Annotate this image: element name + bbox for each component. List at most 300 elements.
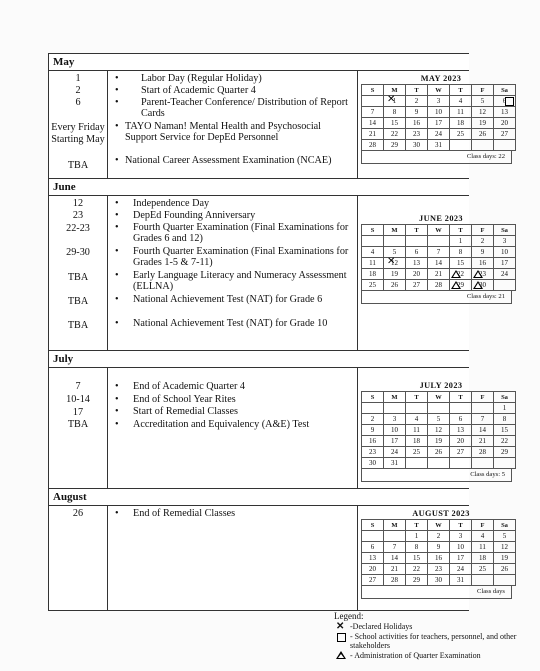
class-days-label: Class days: 21 xyxy=(361,291,512,304)
section-july xyxy=(49,368,508,489)
calendar-day-cell: 13 xyxy=(406,258,428,269)
calendar-week-row xyxy=(362,403,516,414)
calendar-week-row xyxy=(362,575,516,586)
weekday-label: M xyxy=(384,85,406,96)
calendar-day-cell: 28 xyxy=(472,447,494,458)
calendar-day-cell: 24 xyxy=(428,129,450,140)
calendar-day-cell: 25 xyxy=(450,129,472,140)
legend xyxy=(334,612,534,661)
calendar-day-cell: 2 xyxy=(428,531,450,542)
bullet: • xyxy=(115,121,119,132)
calendar-column xyxy=(357,368,508,488)
date-entry: 29-30 xyxy=(66,247,90,258)
date-entry: 12 xyxy=(72,198,84,209)
calendar-day-cell xyxy=(494,575,516,586)
calendar-day-cell: 15 xyxy=(494,425,516,436)
calendar-week-row xyxy=(362,458,516,469)
calendar-day-cell: 28 xyxy=(384,575,406,586)
calendar-column xyxy=(357,71,508,178)
event-text: Fourth Quarter Examination (Final Examinations for Grades 1-5 & 7-11) xyxy=(133,246,349,268)
calendar-day-cell: 8 xyxy=(494,414,516,425)
weekday-label: F xyxy=(472,392,494,403)
calendar-day-cell: 30 xyxy=(472,280,494,291)
calendar-day-cell: 19 xyxy=(428,436,450,447)
event-entry xyxy=(115,419,353,430)
event-entry xyxy=(115,210,353,221)
month-header-july: July xyxy=(49,351,469,368)
school-calendar-table xyxy=(48,53,508,611)
calendar-day-cell: 27 xyxy=(450,447,472,458)
event-text: Accreditation and Equivalency (A&E) Test xyxy=(133,419,310,430)
calendar-day-cell: 23 xyxy=(428,564,450,575)
class-days-label: Class days: 22 xyxy=(361,151,512,164)
calendar-day-cell: 29 xyxy=(450,280,472,291)
calendar-day-cell: 11 xyxy=(472,542,494,553)
calendar-week-row xyxy=(362,118,516,129)
calendar-day-cell: 30 xyxy=(428,575,450,586)
calendar-day-cell: 14 xyxy=(428,258,450,269)
weekday-label: T xyxy=(406,392,428,403)
calendar-day-cell: 2 xyxy=(406,96,428,107)
calendar-day-cell: 24 xyxy=(494,269,516,280)
bullet: • xyxy=(115,73,119,84)
bullet: • xyxy=(115,198,119,209)
events-column xyxy=(107,506,358,610)
calendar-day-cell: 17 xyxy=(494,258,516,269)
date-entry: Every Friday Starting May xyxy=(51,122,105,145)
weekday-label: S xyxy=(362,85,384,96)
event-entry xyxy=(115,85,353,96)
calendar-day-cell xyxy=(362,96,384,107)
month-header-may: May xyxy=(49,54,469,71)
calendar-day-cell: 3 xyxy=(384,414,406,425)
calendar-day-cell: 10 xyxy=(450,542,472,553)
bullet: • xyxy=(115,508,119,519)
calendar-day-cell: ✕ 1 xyxy=(384,96,406,107)
calendar-day-cell: 30 xyxy=(362,458,384,469)
date-entry: TBA xyxy=(67,320,89,331)
calendar-day-cell xyxy=(472,575,494,586)
calendar-day-cell: 11 xyxy=(450,107,472,118)
calendar-week-row xyxy=(362,447,516,458)
calendar-title: JULY 2023 xyxy=(419,381,463,390)
calendar-column xyxy=(357,506,508,610)
weekday-label: S xyxy=(362,225,384,236)
weekday-label: T xyxy=(406,225,428,236)
legend-row xyxy=(334,632,534,650)
event-entry xyxy=(115,294,353,305)
weekday-header-row xyxy=(362,225,516,236)
calendar-day-cell: 18 xyxy=(450,118,472,129)
event-entry xyxy=(115,406,353,417)
calendar-day-cell: 7 xyxy=(362,107,384,118)
calendar-week-row xyxy=(362,96,516,107)
event-entry xyxy=(115,97,353,119)
calendar-grid xyxy=(361,519,516,586)
calendar-day-cell: 18 xyxy=(406,436,428,447)
calendar-day-cell: 29 xyxy=(384,140,406,151)
legend-title: Legend: xyxy=(334,611,364,621)
weekday-label: F xyxy=(472,520,494,531)
calendar-week-row xyxy=(362,542,516,553)
calendar-week-row xyxy=(362,280,516,291)
weekday-label: M xyxy=(384,392,406,403)
calendar-day-cell: 10 xyxy=(428,107,450,118)
event-entry xyxy=(115,121,353,143)
calendar-day-cell: 26 xyxy=(428,447,450,458)
calendar-day-cell xyxy=(450,403,472,414)
calendar-week-row xyxy=(362,269,516,280)
calendar-day-cell xyxy=(494,280,516,291)
calendar-day-cell: 25 xyxy=(472,564,494,575)
calendar-day-cell: 23 xyxy=(472,269,494,280)
calendar-day-cell: 10 xyxy=(384,425,406,436)
event-entry xyxy=(115,246,353,268)
event-text: Independence Day xyxy=(133,198,210,209)
event-entry xyxy=(115,73,353,84)
calendar-day-cell: 20 xyxy=(406,269,428,280)
calendar-day-cell: 26 xyxy=(472,129,494,140)
calendar-day-cell: 18 xyxy=(362,269,384,280)
calendar-day-cell: 5 xyxy=(472,96,494,107)
calendar-day-cell: 5 xyxy=(428,414,450,425)
legend-row xyxy=(334,651,534,660)
calendar-day-cell: 17 xyxy=(450,553,472,564)
calendar-day-cell: 13 xyxy=(450,425,472,436)
calendar-day-cell: 15 xyxy=(450,258,472,269)
weekday-header-row xyxy=(362,392,516,403)
calendar-day-cell xyxy=(406,458,428,469)
weekday-label: W xyxy=(428,85,450,96)
calendar-day-cell: 23 xyxy=(406,129,428,140)
calendar-day-cell: 20 xyxy=(450,436,472,447)
calendar-day-cell: 30 xyxy=(406,140,428,151)
calendar-day-cell: 1 xyxy=(450,236,472,247)
calendar-day-cell: 21 xyxy=(362,129,384,140)
legend-row xyxy=(334,622,534,631)
bullet: • xyxy=(115,155,119,166)
calendar-grid xyxy=(361,224,516,291)
calendar-week-row xyxy=(362,258,516,269)
date-entry: 17 xyxy=(72,407,84,418)
calendar-week-row xyxy=(362,553,516,564)
calendar-day-cell: 8 xyxy=(384,107,406,118)
bullet: • xyxy=(115,381,119,392)
event-text: National Achievement Test (NAT) for Grade 10 xyxy=(133,318,328,329)
event-text: Labor Day (Regular Holiday) xyxy=(141,73,262,84)
calendar-day-cell: 31 xyxy=(450,575,472,586)
calendar-day-cell: 29 xyxy=(494,447,516,458)
calendar-day-cell: 19 xyxy=(494,553,516,564)
calendar-day-cell: 14 xyxy=(384,553,406,564)
square-icon xyxy=(337,633,346,642)
date-entry: TBA xyxy=(67,272,89,283)
calendar-day-cell: 7 xyxy=(384,542,406,553)
calendar-day-cell: 13 xyxy=(362,553,384,564)
calendar-day-cell: 20 xyxy=(494,118,516,129)
calendar-day-cell: 16 xyxy=(406,118,428,129)
bullet: • xyxy=(115,318,119,329)
legend-text: - School activities for teachers, personnel, and other stakeholders xyxy=(350,632,517,650)
calendar-week-row xyxy=(362,107,516,118)
calendar-day-cell: 11 xyxy=(406,425,428,436)
calendar-day-cell: 3 xyxy=(450,531,472,542)
calendar-day-cell: 28 xyxy=(428,280,450,291)
calendar-day-cell xyxy=(428,236,450,247)
weekday-label: W xyxy=(428,225,450,236)
bullet: • xyxy=(115,294,119,305)
weekday-label: T xyxy=(406,85,428,96)
date-entry: 7 xyxy=(75,381,81,392)
calendar-day-cell xyxy=(362,236,384,247)
event-text: DepEd Founding Anniversary xyxy=(133,210,256,221)
bullet: • xyxy=(115,419,119,430)
mini-calendar-june xyxy=(361,214,521,304)
calendar-day-cell: ✕ 12 xyxy=(384,258,406,269)
event-text: End of Academic Quarter 4 xyxy=(133,381,246,392)
weekday-label: T xyxy=(450,520,472,531)
calendar-day-cell: 17 xyxy=(428,118,450,129)
calendar-day-cell: 22 xyxy=(384,129,406,140)
dates-column xyxy=(49,71,108,178)
weekday-label: F xyxy=(472,225,494,236)
mini-calendar-july xyxy=(361,381,521,482)
weekday-label: F xyxy=(472,85,494,96)
weekday-label: T xyxy=(450,225,472,236)
calendar-day-cell: 15 xyxy=(384,118,406,129)
mini-calendar-may xyxy=(361,74,521,164)
section-may xyxy=(49,71,508,179)
bullet: • xyxy=(115,394,119,405)
event-entry xyxy=(115,270,353,292)
calendar-day-cell: 10 xyxy=(494,247,516,258)
calendar-day-cell: 31 xyxy=(428,140,450,151)
event-entry xyxy=(115,198,353,209)
weekday-label: Sa xyxy=(494,520,516,531)
section-june xyxy=(49,196,508,351)
calendar-day-cell: 5 xyxy=(494,531,516,542)
calendar-day-cell: 29 xyxy=(406,575,428,586)
calendar-day-cell: 13 xyxy=(494,107,516,118)
date-entry: 26 xyxy=(72,508,84,519)
weekday-label: S xyxy=(362,520,384,531)
calendar-day-cell xyxy=(428,403,450,414)
calendar-day-cell: 11 xyxy=(362,258,384,269)
calendar-day-cell: 22 xyxy=(494,436,516,447)
calendar-day-cell: 23 xyxy=(362,447,384,458)
calendar-day-cell: 21 xyxy=(384,564,406,575)
calendar-day-cell: 21 xyxy=(472,436,494,447)
calendar-day-cell: 7 xyxy=(472,414,494,425)
event-entry xyxy=(115,318,353,329)
events-column xyxy=(107,368,358,488)
triangle-icon xyxy=(336,651,346,660)
weekday-label: Sa xyxy=(494,392,516,403)
bullet: • xyxy=(115,270,119,281)
calendar-day-cell: 25 xyxy=(406,447,428,458)
calendar-week-row xyxy=(362,129,516,140)
calendar-day-cell: 3 xyxy=(428,96,450,107)
event-entry xyxy=(115,508,353,519)
calendar-day-cell: 9 xyxy=(428,542,450,553)
bullet: • xyxy=(115,97,119,108)
event-text: National Achievement Test (NAT) for Grade 6 xyxy=(133,294,323,305)
weekday-label: M xyxy=(384,225,406,236)
calendar-day-cell: 22 xyxy=(450,269,472,280)
date-entry: 1 xyxy=(75,73,81,84)
date-entry: 2 xyxy=(75,85,81,96)
calendar-day-cell: 20 xyxy=(362,564,384,575)
calendar-day-cell xyxy=(428,458,450,469)
calendar-day-cell: 16 xyxy=(362,436,384,447)
calendar-week-row xyxy=(362,564,516,575)
calendar-day-cell xyxy=(472,140,494,151)
class-days-label: Class days: 5 xyxy=(361,469,512,482)
calendar-day-cell: 12 xyxy=(428,425,450,436)
calendar-day-cell: 9 xyxy=(406,107,428,118)
calendar-day-cell: 22 xyxy=(406,564,428,575)
event-entry xyxy=(115,222,353,244)
calendar-day-cell xyxy=(450,458,472,469)
bullet: • xyxy=(115,210,119,221)
date-entry: TBA xyxy=(67,160,89,171)
event-entry xyxy=(115,394,353,405)
x-mark-icon xyxy=(336,622,346,631)
dates-column xyxy=(49,368,108,488)
class-days-label: Class days xyxy=(361,586,512,599)
calendar-title: AUGUST 2023 xyxy=(412,509,470,518)
calendar-day-cell xyxy=(384,236,406,247)
calendar-day-cell: 18 xyxy=(472,553,494,564)
date-entry: TBA xyxy=(67,296,89,307)
calendar-day-cell: 31 xyxy=(384,458,406,469)
calendar-grid xyxy=(361,84,516,151)
calendar-day-cell: 6 xyxy=(362,542,384,553)
weekday-label: T xyxy=(450,85,472,96)
date-entry: 23 xyxy=(72,210,84,221)
calendar-week-row xyxy=(362,425,516,436)
month-header-august: August xyxy=(49,489,469,506)
events-column xyxy=(107,196,358,350)
calendar-day-cell: 27 xyxy=(406,280,428,291)
calendar-day-cell: 6 xyxy=(406,247,428,258)
calendar-day-cell: 4 xyxy=(406,414,428,425)
bullet: • xyxy=(115,85,119,96)
weekday-label: Sa xyxy=(494,85,516,96)
calendar-day-cell: 4 xyxy=(362,247,384,258)
calendar-day-cell xyxy=(362,531,384,542)
event-text: National Career Assessment Examination (NCAE) xyxy=(125,155,332,166)
weekday-label: T xyxy=(406,520,428,531)
calendar-week-row xyxy=(362,414,516,425)
events-column xyxy=(107,71,358,178)
event-text: Start of Academic Quarter 4 xyxy=(141,85,256,96)
calendar-week-row xyxy=(362,236,516,247)
calendar-day-cell: 9 xyxy=(362,425,384,436)
calendar-day-cell: 15 xyxy=(406,553,428,564)
calendar-column xyxy=(357,196,508,350)
calendar-day-cell: 4 xyxy=(472,531,494,542)
calendar-day-cell: 14 xyxy=(472,425,494,436)
calendar-day-cell: 27 xyxy=(362,575,384,586)
month-header-june: June xyxy=(49,179,469,196)
date-entry: 6 xyxy=(75,97,81,108)
calendar-day-cell: 4 xyxy=(450,96,472,107)
calendar-day-cell: 1 xyxy=(406,531,428,542)
dates-column xyxy=(49,196,108,350)
calendar-day-cell: 3 xyxy=(494,236,516,247)
calendar-day-cell xyxy=(384,403,406,414)
calendar-day-cell xyxy=(494,458,516,469)
event-text: TAYO Naman! Mental Health and Psychosocial Support Service for DepEd Personnel xyxy=(125,121,322,143)
bullet: • xyxy=(115,222,119,233)
calendar-week-row xyxy=(362,436,516,447)
weekday-label: M xyxy=(384,520,406,531)
weekday-header-row xyxy=(362,520,516,531)
calendar-day-cell: 27 xyxy=(494,129,516,140)
weekday-label: Sa xyxy=(494,225,516,236)
calendar-day-cell xyxy=(362,403,384,414)
mini-calendar-august xyxy=(361,509,521,599)
event-entry xyxy=(115,155,353,166)
calendar-day-cell: 17 xyxy=(384,436,406,447)
calendar-day-cell: 5 xyxy=(384,247,406,258)
date-entry: 10-14 xyxy=(66,394,90,405)
calendar-title: MAY 2023 xyxy=(420,74,462,83)
calendar-day-cell: 14 xyxy=(362,118,384,129)
calendar-day-cell: 16 xyxy=(472,258,494,269)
calendar-day-cell: 16 xyxy=(428,553,450,564)
event-entry xyxy=(115,381,353,392)
calendar-grid xyxy=(361,391,516,469)
calendar-day-cell: 6 xyxy=(494,96,516,107)
calendar-title: JUNE 2023 xyxy=(419,214,463,223)
calendar-day-cell xyxy=(406,403,428,414)
weekday-label: S xyxy=(362,392,384,403)
weekday-label: W xyxy=(428,392,450,403)
calendar-day-cell: 7 xyxy=(428,247,450,258)
calendar-day-cell: 8 xyxy=(450,247,472,258)
calendar-day-cell: 21 xyxy=(428,269,450,280)
event-text: Early Language Literacy and Numeracy Assessment (ELLNA) xyxy=(133,270,347,292)
event-text: End of Remedial Classes xyxy=(133,508,236,519)
calendar-day-cell: 12 xyxy=(472,107,494,118)
calendar-week-row xyxy=(362,247,516,258)
calendar-day-cell: 24 xyxy=(384,447,406,458)
calendar-day-cell: 25 xyxy=(362,280,384,291)
calendar-day-cell xyxy=(384,531,406,542)
calendar-day-cell xyxy=(406,236,428,247)
calendar-day-cell: 8 xyxy=(406,542,428,553)
section-august xyxy=(49,506,508,610)
event-text: Start of Remedial Classes xyxy=(133,406,238,417)
calendar-day-cell: 24 xyxy=(450,564,472,575)
event-text: Parent-Teacher Conference/ Distribution of Report Cards xyxy=(141,97,348,119)
weekday-label: T xyxy=(450,392,472,403)
calendar-day-cell: 26 xyxy=(384,280,406,291)
calendar-day-cell: 1 xyxy=(494,403,516,414)
event-text: End of School Year Rites xyxy=(133,394,236,405)
calendar-day-cell xyxy=(472,458,494,469)
calendar-day-cell: 2 xyxy=(362,414,384,425)
calendar-day-cell xyxy=(472,403,494,414)
dates-column xyxy=(49,506,108,610)
calendar-day-cell: 26 xyxy=(494,564,516,575)
date-entry: TBA xyxy=(67,419,89,430)
legend-text: -Declared Holidays xyxy=(350,622,413,631)
calendar-day-cell: 9 xyxy=(472,247,494,258)
calendar-day-cell: 28 xyxy=(362,140,384,151)
